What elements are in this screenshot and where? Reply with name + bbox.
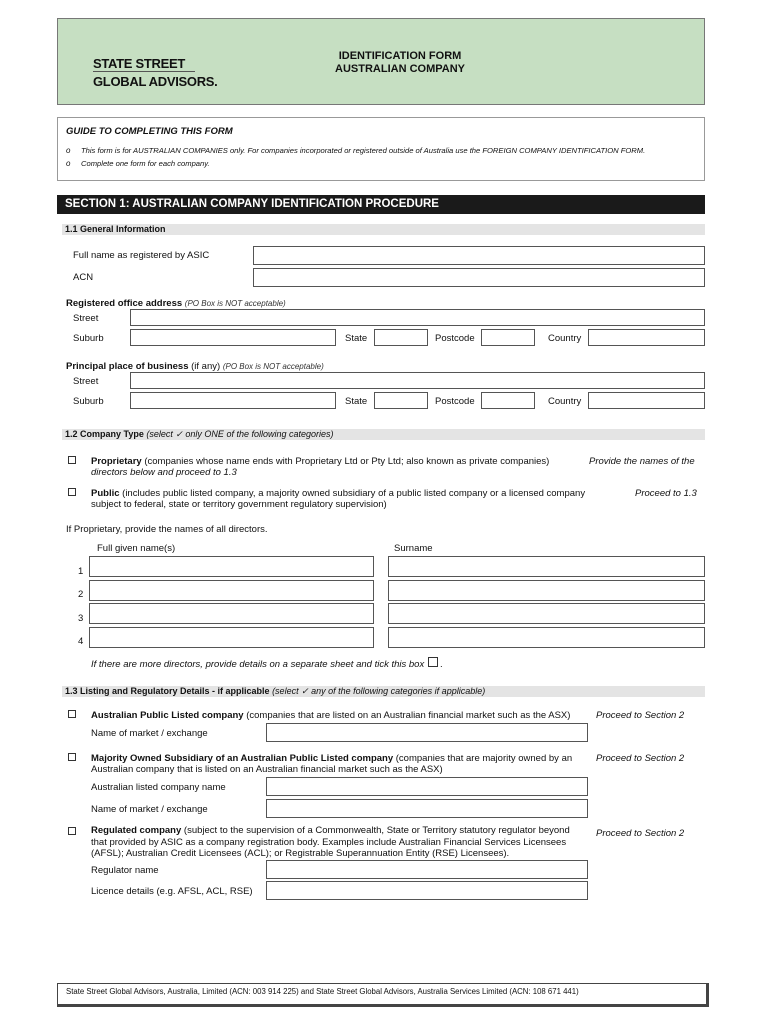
more-directors-period: . [440,659,443,670]
form-title-line1: IDENTIFICATION FORM [338,50,462,62]
public-desc: (includes public listed company, a majority owned subsidiary of a public listed company or a licensed company [122,488,586,499]
guide-bullet-1: o [66,146,71,155]
guide-bullet-2: o [66,159,71,168]
acn-input[interactable] [253,268,705,287]
apl-market-label: Name of market / exchange [91,728,208,739]
section-1-3-heading-text: 1.3 Listing and Regulatory Details - if applicable [65,686,270,696]
proprietary-bold: Proprietary [91,456,142,467]
mos-line2: Australian company that is listed on an Australian financial market such as the ASX) [91,764,443,775]
logo-line1: STATE STREET [93,56,185,71]
director-surname-input[interactable] [388,603,705,624]
registered-country-input[interactable] [588,329,705,346]
more-directors-text: If there are more directors, provide details on a separate sheet and tick this box [91,659,425,670]
director-surname-input[interactable] [388,627,705,648]
section-1-2-heading [62,429,705,440]
regulated-line3: (AFSL); Australian Credit Licensees (ACL); or Registrable Superannuation Entity (RSE) Licensees). [91,848,510,859]
proprietary-text [91,456,549,467]
registered-country-label: Country [548,333,582,344]
mos-text [91,753,572,764]
public-checkbox[interactable] [68,488,76,496]
registered-suburb-label: Suburb [73,333,104,344]
regulator-name-input[interactable] [266,860,588,879]
mos-market-input[interactable] [266,799,588,818]
regulated-right: Proceed to Section 2 [596,828,685,839]
director-surname-input[interactable] [388,556,705,577]
acn-label: ACN [73,272,94,283]
section-1-1-heading-text: 1.1 General Information [65,224,166,234]
registered-postcode-input[interactable] [481,329,535,346]
principal-place-title [66,361,324,372]
guide-item-2: Complete one form for each company. [81,159,210,168]
principal-country-input[interactable] [588,392,705,409]
section-1-3-heading [62,686,705,697]
mos-desc: (companies that are majority owned by an [395,753,573,764]
mos-market-label: Name of market / exchange [91,804,208,815]
more-directors-checkbox[interactable] [428,657,438,667]
principal-ifany: (if any) [191,361,221,372]
director-row-number: 2 [78,589,84,600]
section-1-2-heading-note: (select ✓ only ONE of the following categories) [146,429,334,439]
registered-postcode-label: Postcode [435,333,475,344]
listed-company-name-label: Australian listed company name [91,782,226,793]
proprietary-desc: (companies whose name ends with Proprietary Ltd or Pty Ltd; also known as private companies) [144,456,550,467]
licence-details-label: Licence details (e.g. AFSL, ACL, RSE) [91,886,253,897]
form-title [320,50,480,76]
mos-checkbox[interactable] [68,753,76,761]
principal-street-label: Street [73,376,99,387]
regulated-line2: that provided by ASIC as a company registration body. Examples include Australian Financial Services Licensees [91,837,567,848]
principal-postcode-input[interactable] [481,392,535,409]
director-row-number: 1 [78,566,84,577]
registered-suburb-input[interactable] [130,329,336,346]
section-1-2-heading-text: 1.2 Company Type [65,429,144,439]
public-line2: subject to federal, state or territory government regulatory supervision) [91,499,387,510]
regulated-text [91,825,570,836]
mos-right: Proceed to Section 2 [596,753,685,764]
apl-market-input[interactable] [266,723,588,742]
given-name-header: Full given name(s) [97,543,176,554]
registered-street-label: Street [73,313,99,324]
if-proprietary-text: If Proprietary, provide the names of all directors. [66,524,268,535]
registered-office-note: (PO Box is NOT acceptable) [184,299,286,308]
mos-bold: Majority Owned Subsidiary of an Australian Public Listed company [91,753,394,764]
regulator-name-label: Regulator name [91,865,159,876]
registered-state-label: State [345,333,368,344]
section-1-1-heading [62,224,705,235]
logo-line2: GLOBAL ADVISORS. [93,74,218,89]
regulated-checkbox[interactable] [68,827,76,835]
guide-item-1: This form is for AUSTRALIAN COMPANIES only. For companies incorporated or registered outside of Australia use the FOREIGN COMPANY IDENTIFICATION FORM. [81,146,646,155]
principal-suburb-label: Suburb [73,396,104,407]
principal-country-label: Country [548,396,582,407]
registered-street-input[interactable] [130,309,705,326]
public-right: Proceed to 1.3 [635,488,697,499]
apl-checkbox[interactable] [68,710,76,718]
registered-office-title-text: Registered office address [66,298,183,309]
director-surname-input[interactable] [388,580,705,601]
surname-header: Surname [394,543,433,554]
regulated-desc: (subject to the supervision of a Commonwealth, State or Territory statutory regulator beyond [183,825,570,836]
section-1-3-heading-note: (select ✓ any of the following categories if applicable) [272,686,486,696]
director-row-number: 4 [78,636,84,647]
footer-text: State Street Global Advisors, Australia, Limited (ACN: 003 914 225) and State Street Global Advisors, Australia Services Limited (ACN: 108 671 441) [66,987,579,996]
registered-state-input[interactable] [374,329,428,346]
logo [93,57,218,89]
principal-place-title-text: Principal place of business [66,361,189,372]
apl-text [91,710,570,721]
listed-company-name-input[interactable] [266,777,588,796]
form-title-line2: AUSTRALIAN COMPANY [335,63,465,75]
section1-title: SECTION 1: AUSTRALIAN COMPANY IDENTIFICATION PROCEDURE [65,198,439,210]
director-given-input[interactable] [89,556,374,577]
guide-title: GUIDE TO COMPLETING THIS FORM [66,126,233,137]
proprietary-right: Provide the names of the [589,456,695,467]
director-row-number: 3 [78,613,84,624]
logo-rule [93,71,195,72]
public-text [91,488,585,499]
proprietary-checkbox[interactable] [68,456,76,464]
licence-details-input[interactable] [266,881,588,900]
registered-office-title [66,298,286,309]
principal-state-label: State [345,396,368,407]
director-given-input[interactable] [89,603,374,624]
principal-postcode-label: Postcode [435,396,475,407]
principal-suburb-input[interactable] [130,392,336,409]
apl-right: Proceed to Section 2 [596,710,685,721]
principal-state-input[interactable] [374,392,428,409]
apl-desc: (companies that are listed on an Australian financial market such as the ASX) [246,710,571,721]
proprietary-line2: directors below and proceed to 1.3 [91,467,237,478]
public-bold: Public [91,488,120,499]
apl-bold: Australian Public Listed company [91,710,244,721]
principal-street-input[interactable] [130,372,705,389]
full-name-input[interactable] [253,246,705,265]
full-name-label: Full name as registered by ASIC [73,250,210,261]
regulated-bold: Regulated company [91,825,182,836]
director-given-input[interactable] [89,627,374,648]
principal-place-note: (PO Box is NOT acceptable) [222,362,324,371]
director-given-input[interactable] [89,580,374,601]
